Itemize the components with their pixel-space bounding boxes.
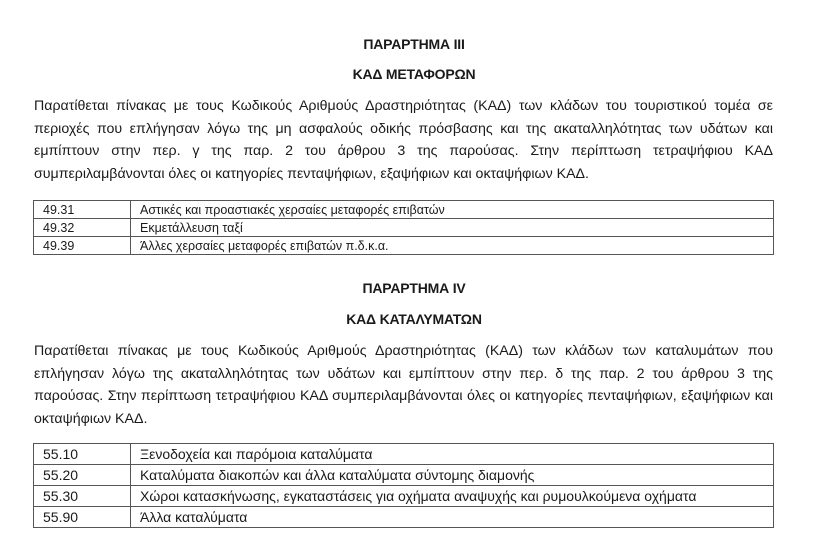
- kad-description: Καταλύματα διακοπών και άλλα καταλύματα σύντομης διαμονής: [131, 465, 774, 486]
- annex-3-subtitle: ΚΑΔ ΜΕΤΑΦΟΡΩΝ: [352, 66, 476, 82]
- annex-4-table: [33, 443, 774, 528]
- table-row: [34, 444, 774, 465]
- kad-code: 49.39: [34, 237, 131, 255]
- annex-4-subtitle: ΚΑΔ ΚΑΤΑΛΥΜΑΤΩΝ: [346, 311, 482, 327]
- kad-code: 55.20: [34, 465, 131, 486]
- kad-code: 55.90: [34, 507, 131, 528]
- kad-code: 55.30: [34, 486, 131, 507]
- annex-3-title: ΠΑΡΑΡΤΗΜΑ ΙΙΙ: [363, 36, 465, 52]
- kad-description: Αστικές και προαστιακές χερσαίες μεταφορές επιβατών: [131, 201, 774, 219]
- annex-3-table: [33, 200, 774, 255]
- kad-description: Ξενοδοχεία και παρόμοια καταλύματα: [131, 444, 774, 465]
- table-row: [34, 219, 774, 237]
- kad-code: 49.31: [34, 201, 131, 219]
- kad-description: Άλλες χερσαίες μεταφορές επιβατών π.δ.κ.α.: [131, 237, 774, 255]
- kad-code: 49.32: [34, 219, 131, 237]
- kad-code: 55.10: [34, 444, 131, 465]
- annex-4-paragraph: Παρατίθεται πίνακας με τους Κωδικούς Αριθμούς Δραστηριότητας (ΚΑΔ) των κλάδων των καταλυμάτων που επλήγησαν λόγω της ακαταλληλότητας των υδάτων και εμπίπτουν στην περ. δ της παρ. 2 του άρθρου 3 της παρούσας. Στην περίπτωση τετραψήφιου ΚΑΔ συμπεριλαμβάνονται όλες οι κατηγορίες πενταψήφιων, εξαψήφιων και οκταψήφιων ΚΑΔ.: [34, 343, 773, 427]
- table-row: [34, 201, 774, 219]
- table-row: [34, 237, 774, 255]
- kad-description: Εκμετάλλευση ταξί: [131, 219, 774, 237]
- annex-3-paragraph: Παρατίθεται πίνακας με τους Κωδικούς Αριθμούς Δραστηριότητας (ΚΑΔ) των κλάδων του τουριστικού τομέα σε περιοχές που επλήγησαν λόγω της μη ασφαλούς οδικής πρόσβασης και της ακαταλληλότητας των υδάτων και εμπίπτουν στην περ. γ της παρ. 2 του άρθρου 3 της παρούσας. Στην περίπτωση τετραψήφιου ΚΑΔ συμπεριλαμβάνονται όλες οι κατηγορίες πενταψήφιων, εξαψήφιων και οκταψήφιων ΚΑΔ.: [34, 98, 773, 182]
- kad-description: Χώροι κατασκήνωσης, εγκαταστάσεις για οχήματα αναψυχής και ρυμουλκούμενα οχήματα: [131, 486, 774, 507]
- table-row: [34, 465, 774, 486]
- table-row: [34, 486, 774, 507]
- kad-description: Άλλα καταλύματα: [131, 507, 774, 528]
- annex-4-title: ΠΑΡΑΡΤΗΜΑ ΙV: [362, 280, 466, 296]
- table-row: [34, 507, 774, 528]
